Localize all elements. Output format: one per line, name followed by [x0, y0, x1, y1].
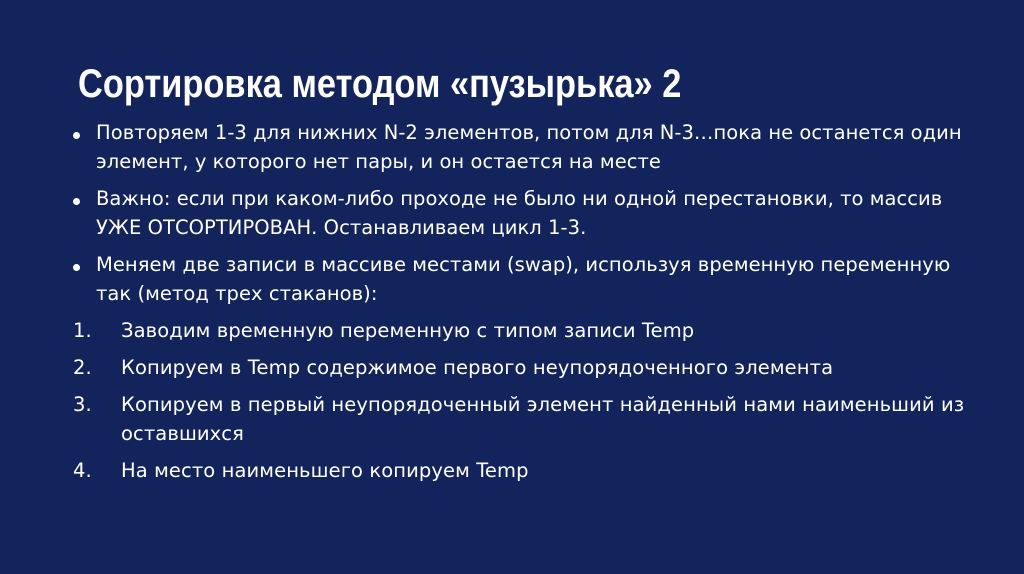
- step-item-1: [73, 316, 973, 345]
- bullet-item-3: [73, 250, 973, 308]
- bullet-dot-icon: [73, 118, 91, 147]
- bullet-item-2: [73, 184, 973, 242]
- bullet-text-3: Меняем две записи в массиве местами (swap), используя временную переменную так (метод трех стаканов):: [96, 253, 951, 305]
- step-item-2: [73, 353, 973, 382]
- slide-content: [73, 118, 973, 493]
- step-item-4: [73, 456, 973, 485]
- step-text-4: На место наименьшего копируем Temp: [121, 459, 529, 482]
- bullet-dot-icon: [73, 184, 91, 213]
- step-text-3: Копируем в первый неупорядоченный элемент найденный нами наименьший из оставшихся: [121, 393, 965, 445]
- slide-title: Сортировка методом «пузырька» 2: [78, 62, 682, 106]
- step-number-2: 2.: [73, 356, 92, 379]
- bullet-text-2: Важно: если при каком-либо проходе не было ни одной перестановки, то массив УЖЕ ОТСОРТИРОВАН. Останавливаем цикл 1-3.: [96, 187, 943, 239]
- step-text-2: Копируем в Temp содержимое первого неупорядоченного элемента: [121, 356, 834, 379]
- step-number-3: 3.: [73, 393, 92, 416]
- bullet-text-1: Повторяем 1-3 для нижних N-2 элементов, потом для N-3…пока не останется один элемент, у которого нет пары, и он остается на месте: [96, 121, 962, 173]
- bullet-item-1: [73, 118, 973, 176]
- step-text-1: Заводим временную переменную с типом записи Temp: [121, 319, 695, 342]
- step-number-4: 4.: [73, 459, 92, 482]
- step-item-3: [73, 390, 973, 448]
- bullet-dot-icon: [73, 250, 91, 279]
- step-number-1: 1.: [73, 319, 92, 342]
